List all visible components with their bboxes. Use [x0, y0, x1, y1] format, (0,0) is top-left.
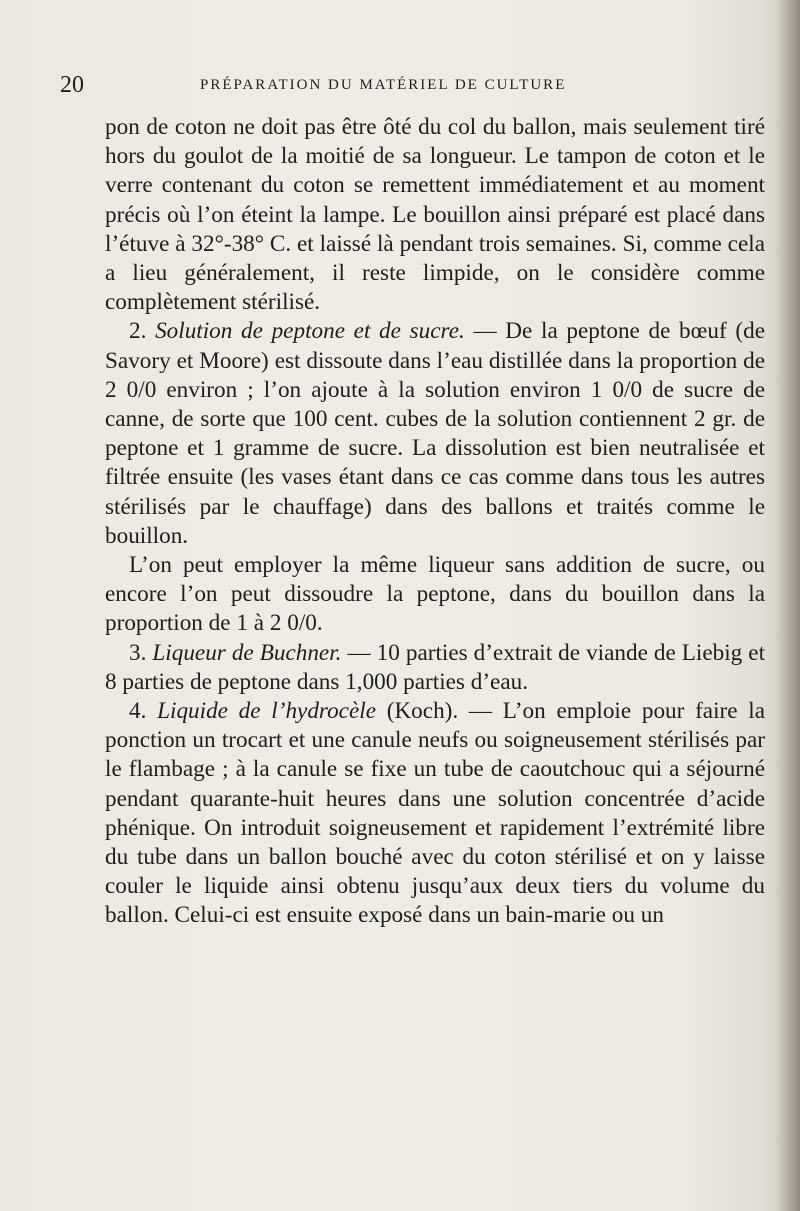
section-number: 4.: [129, 698, 147, 725]
page-binding-shadow: [774, 0, 800, 1211]
section-title: Liquide de l’hydrocèle: [157, 698, 376, 725]
section-title: Solution de peptone et de sucre.: [155, 318, 465, 345]
paragraph-text: — De la peptone de bœuf (de Savory et Moore) est dissoute dans l’eau distillée dans la proportion de 2 0/0 environ ; l’on ajoute à la solution environ 1 0/0 de sucre de canne, de sorte que 100 cent. cubes de la solution contiennent 2 gr. de peptone et 1 gramme de sucre. La dissolution est bien neutralisée et filtrée ensuite (les vases étant dans ce cas comme dans tous les autres stérilisés par le chauffage) dans des ballons et traités comme le bouillon.: [105, 318, 765, 549]
paragraph-text: (Koch). — L’on emploie pour faire la ponction un trocart et une canule neufs ou soigneusement stérilisés par le flambage ; à la canule se fixe un tube de caoutchouc qui a séjourné pendant quarante-huit heures dans une solution concentrée d’acide phénique. On introduit soigneusement et rapidement l’extrémité libre du tube dans un ballon bouché avec du coton stérilisé et on y laisse couler le liquide ainsi obtenu jusqu’aux deux tiers du volume du ballon. Celui-ci est ensuite exposé dans un bain-marie ou un: [105, 698, 765, 929]
paragraph-peptone-solution: [105, 317, 765, 551]
paragraph-buchner-liquor: [105, 639, 765, 697]
page-number: 20: [60, 72, 84, 98]
paragraph-hydrocele-liquid: [105, 697, 765, 931]
section-title: Liqueur de Buchner.: [152, 639, 342, 666]
section-number: 2.: [129, 318, 147, 345]
paragraph-continuation: [105, 113, 765, 317]
page-header: [60, 70, 750, 100]
paragraph-text: — 10 parties d’extrait de viande de Liebig et 8 parties de peptone dans 1,000 parties d’eau.: [105, 639, 766, 695]
section-number: 3.: [129, 639, 147, 666]
running-title: PRÉPARATION DU MATÉRIEL DE CULTURE: [200, 77, 567, 93]
paragraph-text: pon de coton ne doit pas être ôté du col du ballon, mais seulement tiré hors du goulot de la moitié de sa longueur. Le tampon de coton et le verre contenant du coton se remettent immédiatement et au moment précis où l’on éteint la lampe. Le bouillon ainsi préparé est placé dans l’étuve à 32°-38° C. et laissé là pendant trois semaines. Si, comme cela a lieu généralement, il reste limpide, on le considère comme complètement stérilisé.: [105, 114, 765, 316]
body-text: [105, 113, 765, 931]
paragraph-text: L’on peut employer la même liqueur sans addition de sucre, ou encore l’on peut dissoudre la peptone, dans du bouillon dans la proportion de 1 à 2 0/0.: [105, 552, 765, 637]
paragraph-peptone-variant: [105, 551, 765, 639]
